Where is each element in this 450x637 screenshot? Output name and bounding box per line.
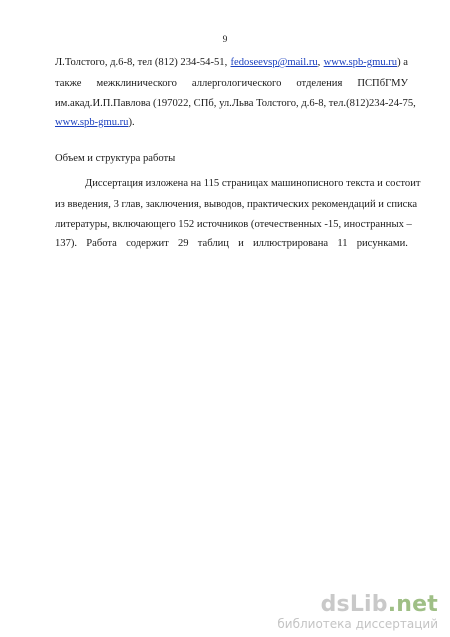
- word: также: [55, 78, 82, 89]
- word: 137).: [55, 238, 78, 249]
- word: и: [238, 238, 244, 249]
- watermark-subtitle: библиотека диссертаций: [277, 617, 438, 631]
- address-line-1: [55, 56, 408, 69]
- paragraph-line-1: Диссертация изложена на 115 страницах машинописного текста и состоит: [85, 178, 421, 189]
- word: иллюстрирована: [253, 238, 329, 249]
- word: Работа: [86, 238, 117, 249]
- logo-lib: Lib: [349, 592, 388, 617]
- comma: ,: [317, 57, 321, 68]
- logo-net: .net: [387, 592, 438, 617]
- site-link-2[interactable]: www.spb-gmu.ru: [55, 117, 129, 128]
- site-cluster: [324, 56, 408, 69]
- logo-ds: ds: [320, 592, 350, 617]
- paragraph-line-3: литературы, включающего 152 источников (отечественных -15, иностранных –: [55, 219, 412, 230]
- site-link[interactable]: www.spb-gmu.ru: [323, 57, 398, 68]
- word: таблиц: [197, 238, 229, 249]
- word: содержит: [126, 238, 169, 249]
- page-number: 9: [222, 35, 228, 45]
- section-heading: Объем и структура работы: [55, 153, 176, 164]
- address-line-4-end: ).: [128, 117, 135, 128]
- word: 29: [177, 238, 189, 249]
- word: отделения: [296, 78, 343, 89]
- watermark-logo: [277, 594, 438, 616]
- address-line-3: им.акад.И.П.Павлова (197022, СПб, ул.Льва Толстого, д.6-8, тел.(812)234-24-75,: [55, 98, 416, 109]
- watermark: [277, 594, 438, 631]
- address-line-2: [55, 77, 408, 90]
- email-cluster: [231, 56, 321, 69]
- word: аллергологического: [191, 78, 282, 89]
- paragraph-line-2: из введения, 3 глав, заключения, выводов, практических рекомендаций и списка: [55, 199, 418, 210]
- email-link[interactable]: fedoseevsp@mail.ru: [230, 57, 318, 68]
- address-line-4: [55, 116, 408, 129]
- word: ПСПбГМУ: [357, 78, 408, 89]
- word: рисунками.: [356, 238, 408, 249]
- paragraph-line-4: [55, 237, 408, 250]
- word: межклинического: [96, 78, 177, 89]
- address-line-1-start: Л.Толстого, д.6-8, тел (812) 234-54-51,: [55, 57, 228, 68]
- address-line-1-end: ) а: [397, 57, 408, 68]
- word: 11: [337, 238, 348, 249]
